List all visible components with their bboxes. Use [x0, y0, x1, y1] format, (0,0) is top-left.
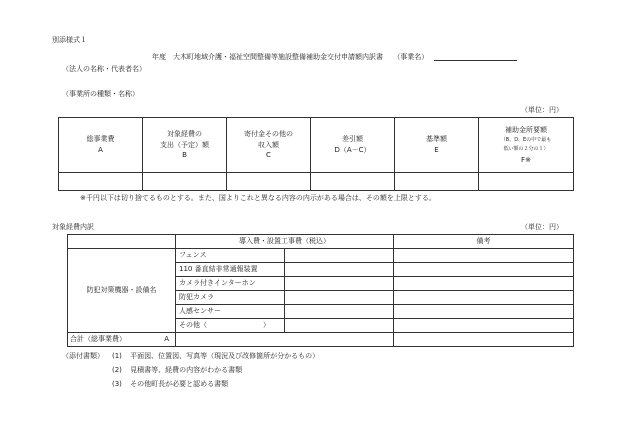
attachment-text: 平面図、位置図、写真等（現況及び改修箇所が分かるもの）	[130, 352, 320, 360]
header-standard-amount-l1: 基準額	[426, 135, 447, 144]
item-label: フェンス	[176, 249, 285, 263]
item-remarks[interactable]	[394, 263, 574, 277]
value-target-expense[interactable]	[143, 173, 227, 191]
item-cost[interactable]	[285, 263, 394, 277]
header-target-expense-l2: 支出（予定）額	[160, 140, 209, 149]
unit-label-1: （単位：円）	[521, 106, 563, 114]
item-remarks[interactable]	[394, 319, 574, 333]
item-remarks[interactable]	[394, 249, 574, 263]
total-label: 合計（総事業費）	[70, 335, 126, 344]
value-total-cost[interactable]	[59, 173, 143, 191]
header-total-cost	[59, 118, 143, 173]
expense-breakdown-table	[67, 234, 574, 347]
header-net-amount	[311, 118, 395, 173]
attachment-text: その他町長が必要と認める書類	[130, 380, 229, 388]
expense-breakdown-title: 対象経費内訳	[52, 223, 94, 231]
value-required-subsidy[interactable]	[479, 173, 574, 191]
corporation-label: （法人の名称・代表者名）	[62, 65, 146, 73]
total-label-cell	[68, 333, 176, 347]
header-required-subsidy-l3: 低い額の２分の１）	[503, 146, 549, 152]
item-label: 人感センサー	[176, 305, 285, 319]
header-donation-income-l1: 寄付金その他の	[244, 129, 293, 138]
item-cost[interactable]	[285, 305, 394, 319]
header-blank	[68, 235, 176, 249]
grant-summary-table	[58, 117, 574, 191]
header-required-subsidy	[479, 118, 574, 173]
category-label: 防犯対策機器・設備名	[68, 249, 176, 333]
item-row	[68, 249, 574, 263]
attachment-num: (3)	[112, 380, 122, 388]
header-total-cost-l1: 総事業費	[86, 135, 115, 144]
project-name-label: （事業名）	[393, 53, 429, 61]
facility-label: （事業所の種類・名称）	[62, 90, 139, 98]
header-target-expense-l1: 対象経費の	[167, 129, 202, 138]
item-remarks[interactable]	[394, 291, 574, 305]
header-required-subsidy-l4: F※	[521, 155, 531, 164]
document-title	[152, 52, 517, 61]
item-cost[interactable]	[285, 319, 394, 333]
value-donation-income[interactable]	[227, 173, 311, 191]
item-cost[interactable]	[285, 277, 394, 291]
header-cost: 導入費・設置工事費（税込）	[176, 235, 394, 249]
header-net-amount-l2: D（A－C）	[334, 146, 371, 154]
item-cost[interactable]	[285, 249, 394, 263]
attachment-text: 見積書等、経費の内容がわかる書類	[130, 366, 243, 374]
attachment-item	[112, 367, 242, 374]
header-donation-income	[227, 118, 311, 173]
attachment-num: (1)	[112, 352, 122, 360]
header-target-expense-l3: B	[182, 151, 187, 160]
item-remarks[interactable]	[394, 277, 574, 291]
header-total-cost-l2: A	[98, 146, 103, 154]
rounding-note: ※千円以下は切り捨てるものとする。また、国よりこれと異なる内容の内示がある場合は、その額を上限とする。	[80, 194, 436, 202]
project-name-blank	[434, 52, 517, 61]
item-label: 110 番直結非常通報装置	[176, 263, 285, 277]
header-net-amount-l1: 差引額	[342, 135, 363, 144]
item-label: その他（ ）	[176, 319, 285, 333]
unit-label-2: （単位：円）	[521, 223, 563, 231]
attachment-num: (2)	[112, 366, 122, 374]
attachment-item	[112, 353, 319, 360]
header-required-subsidy-l2: （B、D、Eの中で最も	[500, 136, 552, 143]
total-remarks[interactable]	[394, 333, 574, 347]
form-number: 別添様式１	[52, 36, 87, 44]
total-cost[interactable]	[176, 333, 394, 347]
summary-header-row	[59, 118, 574, 173]
item-remarks[interactable]	[394, 305, 574, 319]
value-standard-amount[interactable]	[395, 173, 479, 191]
header-donation-income-l2: 収入額	[258, 140, 279, 149]
title-text: 年度 大木町地域介護・福祉空間整備等施設整備補助金交付申請額内訳書	[152, 53, 383, 61]
header-target-expense	[143, 118, 227, 173]
summary-value-row	[59, 173, 574, 191]
item-label: 防犯カメラ	[176, 291, 285, 305]
header-donation-income-l3: C	[266, 151, 271, 160]
item-label: カメラ付きインターホン	[176, 277, 285, 291]
breakdown-header-row	[68, 235, 574, 249]
value-net-amount[interactable]	[311, 173, 395, 191]
header-remarks: 備考	[394, 235, 574, 249]
attachment-item	[112, 381, 228, 388]
header-standard-amount	[395, 118, 479, 173]
header-required-subsidy-l1: 補助金所要額	[505, 125, 547, 134]
total-row	[68, 333, 574, 347]
attachments-label: （添付書類）	[62, 352, 104, 360]
header-standard-amount-l2: E	[434, 146, 439, 154]
item-cost[interactable]	[285, 291, 394, 305]
total-mark: A	[164, 335, 169, 344]
